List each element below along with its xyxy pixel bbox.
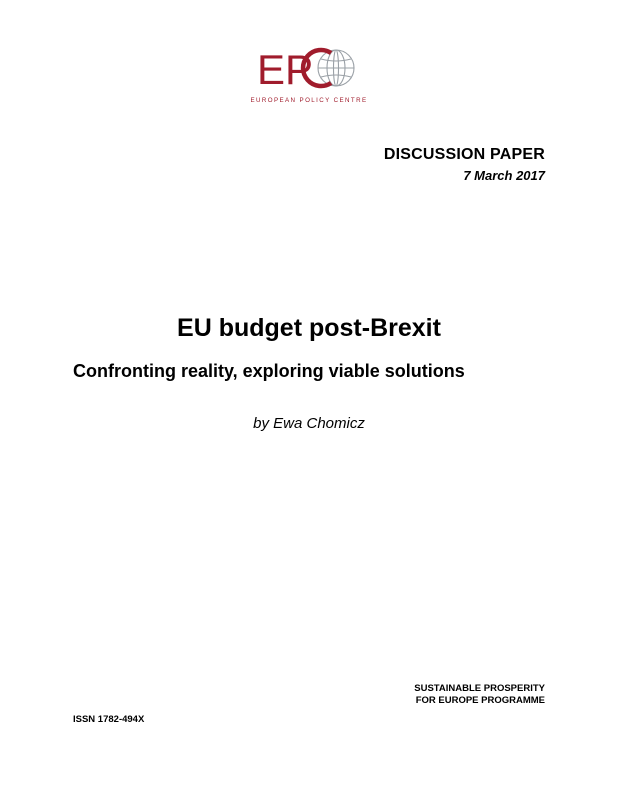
logo-tagline: EUROPEAN POLICY CENTRE xyxy=(250,97,368,104)
paper-subtitle: Confronting reality, exploring viable solutions xyxy=(73,361,465,381)
epc-logo xyxy=(247,40,371,108)
paper-title: EU budget post-Brexit xyxy=(177,314,441,342)
globe-icon xyxy=(318,50,354,86)
epc-logo-graphic xyxy=(247,40,371,108)
logo-letter-p: P xyxy=(285,46,314,93)
publication-date: 7 March 2017 xyxy=(463,168,545,183)
programme-line-1: SUSTAINABLE PROSPERITY xyxy=(414,683,545,694)
document-type: DISCUSSION PAPER xyxy=(383,146,545,163)
issn-number: ISSN 1782-494X xyxy=(73,714,145,725)
author-byline: by Ewa Chomicz xyxy=(253,415,365,432)
logo-letter-e: E xyxy=(257,46,286,93)
programme-line-2: FOR EUROPE PROGRAMME xyxy=(415,695,545,706)
programme-label xyxy=(414,683,545,707)
